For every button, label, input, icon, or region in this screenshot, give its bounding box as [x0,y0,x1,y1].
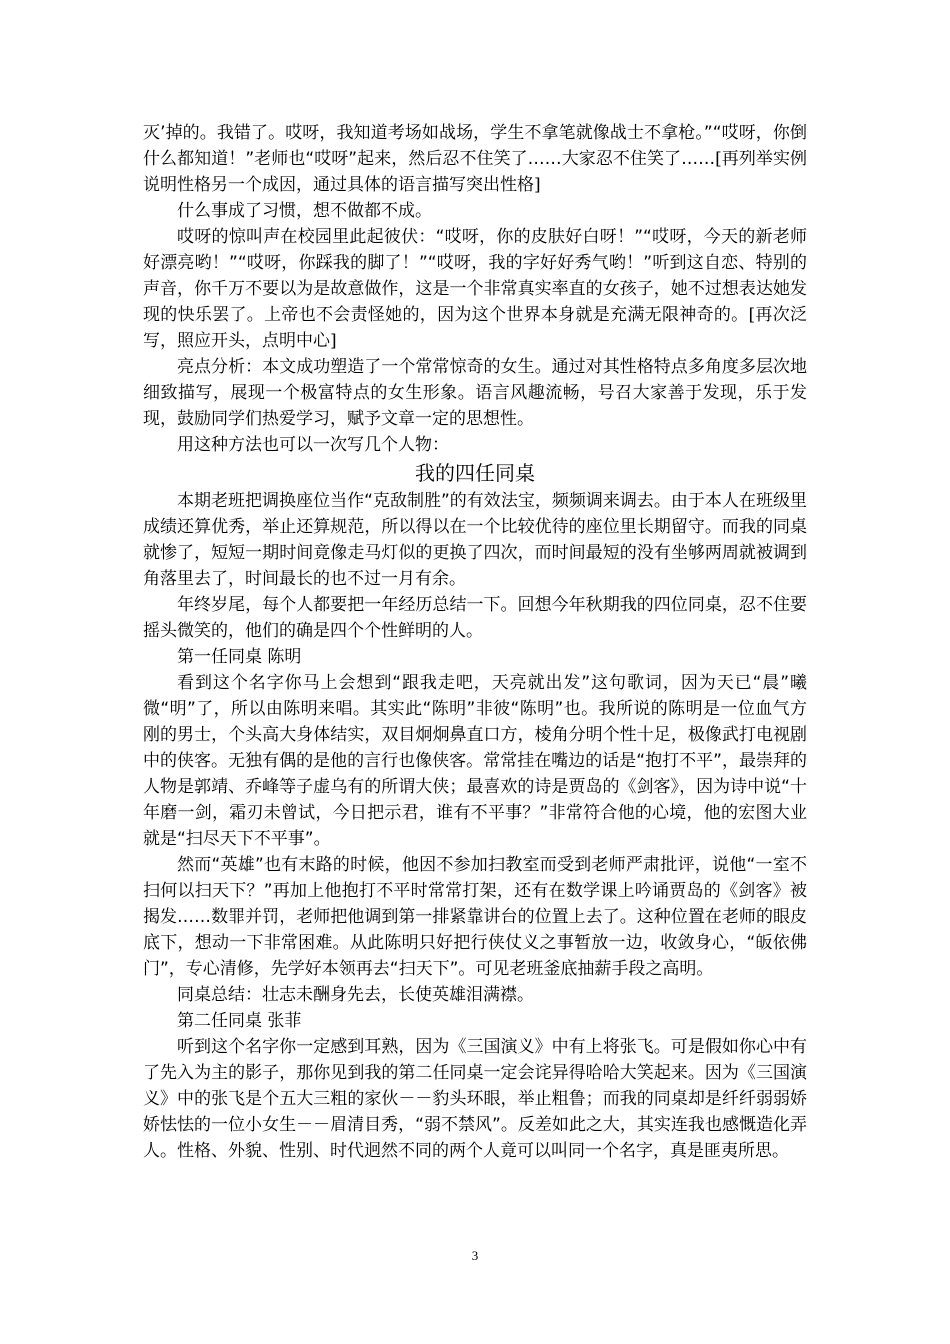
deskmate-summary: 同桌总结：壮志未酬身先去，长使英雄泪满襟。 [177,985,534,1005]
paragraph-text: 哎呀的惊叫声在校园里此起彼伏：“哎呀，你的皮肤好白呀！”“哎呀，今天的新老师好漂亮哟！”“哎呀，你踩我的脚了！”“哎呀，我的字好好秀气哟！”听到这自恋、特别的声音，你千万不要以为是故意做作，这是一个非常真实率直的女孩子，她不过想表达她发现的快乐罢了。上帝也不会责怪她的，因为这个世界本身就是充满无限神奇的。 [143,227,807,325]
paragraph: 然而“英雄”也有末路的时候，他因不参加扫教室而受到老师严肃批评，说他“一室不扫何以扫天下？”再加上他抱打不平时常常打架，还有在数学课上吟诵贾岛的《剑客》被揭发……数罪并罚，老师把他调到第一排紧靠讲台的位置上去了。这种位置在老师的眼皮底下，想动一下非常困难。从此陈明只好把行侠仗义之事暂放一边，收敛身心，“皈依佛门”，专心清修，先学好本领再去“扫天下”。可见老班釜底抽薪手段之高明。 [143,855,807,979]
paragraph: 本期老班把调换座位当作“克敌制胜”的有效法宝，频频调来调去。由于本人在班级里成绩还算优秀，举止还算规范，所以得以在一个比较优待的座位里长期留守。而我的同桌就惨了，短短一期时间竟像走马灯似的更换了四次，而时间最短的没有坐够两周就被调到角落里去了，时间最长的也不过一月有余。 [143,491,807,589]
paragraph: 看到这个名字你马上会想到“跟我走吧，天亮就出发”这句歌词，因为天已“晨”曦微“明”了，所以由陈明来唱。其实此“陈明”非彼“陈明”也。我所说的陈明是一位血气方刚的男士，个头高大身体结实，双目炯炯鼻直口方，棱角分明个性十足，极像武打电视剧中的侠客。无独有偶的是他的言行也像侠客。常常挂在嘴边的话是“抱打不平”，最崇拜的人物是郭靖、乔峰等子虚乌有的所谓大侠；最喜欢的诗是贾岛的《剑客》，因为诗中说“十年磨一剑，霜刃未曾试，今日把示君，谁有不平事？”非常符合他的心境，他的宏图大业就是“扫尽天下不平事”。 [143,673,807,849]
article-title: 我的四任同桌 [415,461,535,485]
paragraph: 什么事成了习惯，想不做都不成。 [177,201,432,221]
annotation-note: [再次泛写，照应开头，点明中心] [143,305,807,351]
paragraph-text: 灭’掉的。我错了。哎呀，我知道考场如战场，学生不拿笔就像战士不拿枪。”“哎呀，你倒什么都知道！”老师也“哎呀”起来，然后忍不住笑了……大家忍不住笑了…… [143,123,807,169]
paragraph [143,120,807,198]
page-number: 3 [471,1248,479,1263]
paragraph: 用这种方法也可以一次写几个人物： [177,435,449,455]
page-content [143,120,807,1164]
section-heading-second-deskmate: 第二任同桌 张菲 [177,1011,302,1031]
section-heading-first-deskmate: 第一任同桌 陈明 [177,647,302,667]
paragraph: 听到这个名字你一定感到耳熟，因为《三国演义》中有上将张飞。可是假如你心中有了先入为主的影子，那你见到我的第二任同桌一定会诧异得哈哈大笑起来。因为《三国演义》中的张飞是个五大三粗的家伙－－豹头环眼，举止粗鲁；而我的同桌却是纤纤弱弱娇娇怯怯的一位小女生－－眉清目秀，“弱不禁风”。反差如此之大，其实连我也感慨造化弄人。性格、外貌、性别、时代迥然不同的两个人竟可以叫同一个名字，真是匪夷所思。 [143,1037,807,1161]
paragraph [143,224,807,354]
paragraph: 年终岁尾，每个人都要把一年经历总结一下。回想今年秋期我的四位同桌，忍不住要摇头微笑的，他们的确是四个个性鲜明的人。 [143,595,807,641]
annotation-note: [再列举实例说明性格另一个成因，通过具体的语言描写突出性格] [143,149,808,195]
highlight-analysis-paragraph: 亮点分析：本文成功塑造了一个常常惊奇的女生。通过对其性格特点多角度多层次地细致描写，展现一个极富特点的女生形象。语言风趣流畅，号召大家善于发现，乐于发现，鼓励同学们热爱学习，赋予文章一定的思想性。 [143,357,807,429]
